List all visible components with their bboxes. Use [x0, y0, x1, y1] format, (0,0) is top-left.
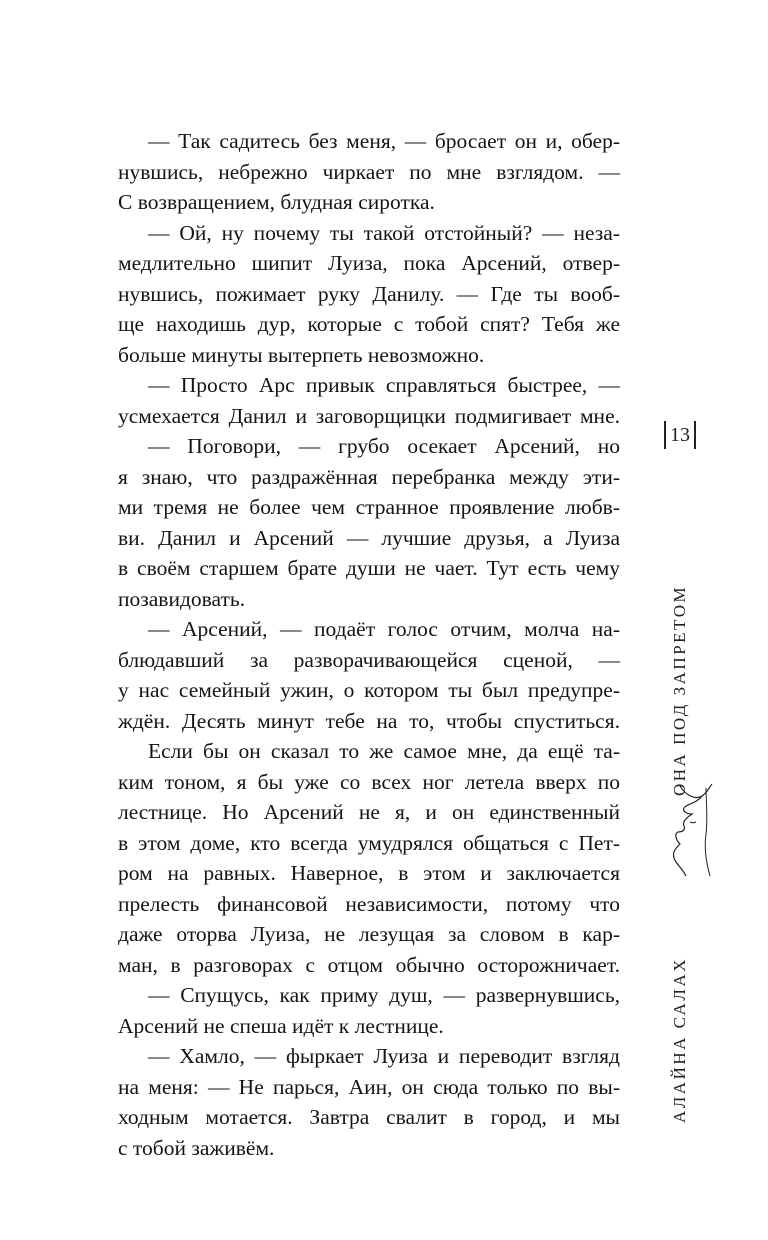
page-number-bar-right [694, 421, 696, 449]
text-line: — Просто Арс привык справляться быстрее, — [148, 373, 620, 397]
paragraph [118, 370, 620, 431]
text-line: с тобой заживём. [118, 1135, 275, 1160]
text-line: ким тоном, я бы уже со всех ног летела вверх по [118, 769, 620, 794]
text-line: позавидовать. [118, 586, 246, 611]
text-line: ходным мотается. Завтра свалит в город, и мы [118, 1105, 620, 1129]
text-line: — Ой, ну почему ты такой отстойный? — неза- [148, 220, 620, 245]
text-line: ще находишь дур, которые с тобой спят? Тебя же [118, 312, 620, 336]
body-text [118, 126, 620, 1163]
text-line: — Поговори, — грубо осекает Арсений, но [148, 434, 620, 458]
paragraph [118, 431, 620, 614]
text-line: у нас семейный ужин, о котором ты был предупре- [118, 678, 620, 702]
text-line: Если бы он сказал то же самое мне, да ещё та- [148, 739, 620, 763]
text-line: усмехается Данил и заговорщицки подмигивает мне. [118, 403, 620, 428]
text-line: нувшись, пожимает руку Данилу. — Где ты вооб- [118, 281, 620, 306]
text-line: С возвращением, блудная сиротка. [118, 190, 435, 214]
text-line: ви. Данил и Арсений — лучшие друзья, а Луиза [118, 525, 620, 550]
text-line: ман, в разговорах с отцом обычно осторожничает. [118, 952, 620, 977]
paragraph [118, 980, 620, 1041]
paragraph [118, 1041, 620, 1163]
page-number [660, 415, 700, 455]
text-line: даже оторва Луиза, не лезущая за словом в кар- [118, 922, 620, 946]
text-line: в этом доме, кто всегда умудрялся общаться с Пет- [118, 830, 620, 855]
text-line: ром на равных. Наверное, в этом и заключается [118, 861, 620, 885]
page-number-value: 13 [670, 424, 690, 446]
text-line: ми тремя не более чем странное проявление любв- [118, 495, 620, 519]
text-line: — Арсений, — подаёт голос отчим, молча на- [148, 617, 620, 641]
face-line-art-icon [666, 782, 714, 878]
page-number-bar-left [664, 421, 666, 449]
text-line: нувшись, небрежно чиркает по мне взглядом. — [118, 159, 620, 184]
paragraph [118, 126, 620, 218]
text-line: медлительно шипит Луиза, пока Арсений, отвер- [118, 251, 620, 275]
paragraph [118, 218, 620, 371]
text-line: Арсений не спеша идёт к лестнице. [118, 1013, 444, 1038]
paragraph [118, 736, 620, 980]
author-name: АЛАЙНА САЛАХ [670, 956, 689, 1124]
paragraph [118, 614, 620, 736]
text-line: в своём старшем брате души не чает. Тут есть чему [118, 556, 620, 580]
text-line: — Спущусь, как приму душ, — развернувшись, [148, 983, 620, 1007]
side-margin [660, 415, 704, 1135]
book-title: ОНА ПОД ЗАПРЕТОМ [670, 584, 689, 796]
text-line: прелесть финансовой независимости, потому что [118, 891, 620, 916]
text-line: — Хамло, — фыркает Луиза и переводит взгляд [148, 1044, 620, 1068]
text-line: ждён. Десять минут тебе на то, чтобы спуститься. [118, 708, 620, 733]
text-line: лестнице. Но Арсений не я, и он единственный [118, 800, 620, 824]
text-line: на меня: — Не парься, Аин, он сюда только по вы- [118, 1074, 620, 1099]
text-line: — Так садитесь без меня, — бросает он и, обер- [148, 129, 620, 153]
text-line: больше минуты вытерпеть невозможно. [118, 342, 485, 367]
text-line: блюдавший за разворачивающейся сценой, — [118, 647, 620, 672]
text-line: я знаю, что раздражённая перебранка между эти- [118, 464, 620, 489]
